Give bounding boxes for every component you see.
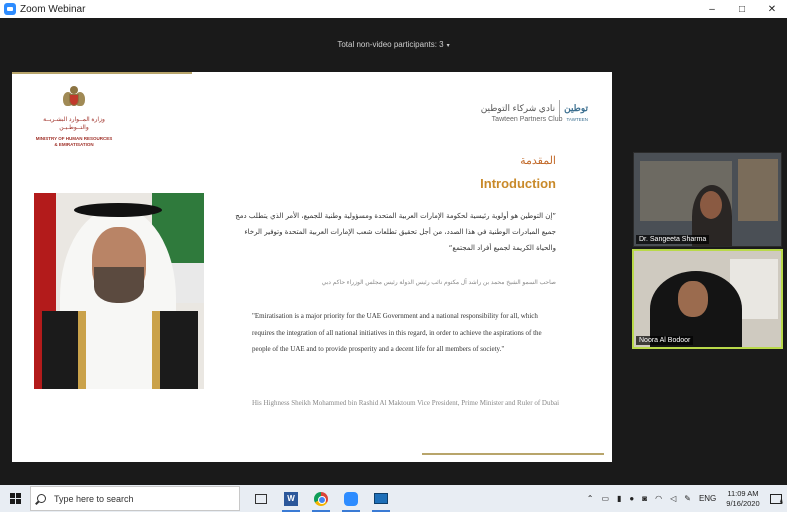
caret-down-icon: ▾ xyxy=(446,43,450,49)
wifi-icon[interactable]: ◠ xyxy=(655,494,663,503)
network-icon[interactable]: ▭ xyxy=(601,494,609,503)
usb-icon[interactable]: ▮ xyxy=(617,494,622,503)
search-icon xyxy=(37,494,46,503)
windows-logo-icon xyxy=(10,493,21,504)
participant-name: Noora Al Bodoor xyxy=(636,336,693,345)
minimize-button[interactable]: – xyxy=(709,3,715,15)
attribution-en: His Highness Sheikh Mohammed bin Rashid Al Maktoum Vice President, Prime Minister and Ruler of Dubai xyxy=(252,399,560,407)
club-brand-en: TAWTEEN xyxy=(566,117,588,122)
task-view-icon xyxy=(255,494,267,504)
logo-divider xyxy=(559,100,560,116)
shared-slide xyxy=(12,72,612,462)
slide-bottom-rule xyxy=(422,453,604,455)
camera-icon[interactable]: ◙ xyxy=(642,494,648,503)
clock-date: 9/16/2020 xyxy=(726,498,760,508)
remote-desktop-app-button[interactable] xyxy=(366,485,396,512)
pen-icon[interactable]: ✎ xyxy=(684,494,691,503)
chevron-up-icon[interactable]: ⌃ xyxy=(586,494,594,503)
participants-label: Total non-video participants: 3 xyxy=(337,40,444,49)
taskbar-search-box[interactable] xyxy=(30,486,240,511)
zoom-icon xyxy=(344,492,358,506)
club-name-ar: نادي شركاء التوطين xyxy=(480,102,556,113)
system-tray xyxy=(583,485,787,512)
window-controls xyxy=(697,0,787,18)
tawteen-club-logo xyxy=(468,100,588,123)
zoom-logo-icon xyxy=(4,3,16,15)
word-icon: W xyxy=(284,492,298,506)
participant-name: Dr. Sangeeta Sharma xyxy=(636,235,709,244)
windows-taskbar xyxy=(0,485,787,512)
taskbar-clock[interactable] xyxy=(726,489,759,509)
notification-count: 6 xyxy=(779,499,783,506)
search-placeholder: Type here to search xyxy=(54,493,134,504)
video-tile-active-speaker[interactable] xyxy=(632,249,783,349)
webinar-stage xyxy=(0,18,787,485)
window-title: Zoom Webinar xyxy=(20,3,86,15)
slide-top-rule xyxy=(12,72,192,74)
participants-dropdown[interactable] xyxy=(0,40,787,49)
task-view-button[interactable] xyxy=(246,485,276,512)
heading-en: Introduction xyxy=(480,176,556,191)
video-tile[interactable] xyxy=(633,152,782,247)
uae-emblem-icon xyxy=(63,86,85,112)
monitor-icon xyxy=(374,493,388,504)
ministry-name-ar: وزارة المــوارد البشـريــة والتــوطـيـن xyxy=(43,117,105,131)
club-name-en: Tawteen Partners Club xyxy=(491,116,563,123)
volume-icon[interactable]: ◁ xyxy=(670,494,677,503)
portrait-image xyxy=(34,193,204,389)
word-app-button[interactable] xyxy=(276,485,306,512)
mic-icon[interactable]: ● xyxy=(629,494,635,503)
chrome-app-button[interactable] xyxy=(306,485,336,512)
heading-ar: المقدمة xyxy=(520,155,556,167)
maximize-button[interactable]: □ xyxy=(738,3,746,15)
language-indicator[interactable]: ENG xyxy=(698,494,717,503)
notifications-icon[interactable] xyxy=(770,494,782,504)
attribution-ar: صاحب السمو الشيخ محمد بن راشد آل مكتوم نائب رئيس الدولة رئيس مجلس الوزراء حاكم دبي xyxy=(321,280,556,286)
ministry-name-en-2: & EMIRATISATION xyxy=(54,142,94,147)
club-brand-ar: توطين xyxy=(564,102,588,113)
ministry-logo xyxy=(32,86,116,148)
window-titlebar xyxy=(0,0,787,18)
chrome-icon xyxy=(314,492,328,506)
taskbar-apps xyxy=(246,485,396,512)
zoom-app-button[interactable] xyxy=(336,485,366,512)
clock-time: 11:09 AM xyxy=(727,488,759,498)
quote-en: "Emiratisation is a major priority for the UAE Government and a national responsibility for all, which requires the integration of all national initiatives in this regard, in order to achieve the aspirations of the people of the UAE and to provide prosperity and a decent life for all members of society." xyxy=(252,312,542,353)
quote-ar: ”إن التوطين هو أولوية رئيسية لحكومة الإمارات العربية المتحدة ومسؤولية وطنية للجميع، الأمر الذي يتطلب دمج جميع المبادرات الوطنية في هذا الصدد، من أجل تحقيق تطلعات شعب الإمارات العربية المتحدة وتوفير الرخاء والحياة الكريمة لجميع أفراد المجتمع“ xyxy=(235,212,556,252)
ministry-name-en-1: MINISTRY OF HUMAN RESOURCES xyxy=(35,136,113,141)
close-button[interactable]: ✕ xyxy=(767,3,777,15)
start-button[interactable] xyxy=(0,485,30,512)
